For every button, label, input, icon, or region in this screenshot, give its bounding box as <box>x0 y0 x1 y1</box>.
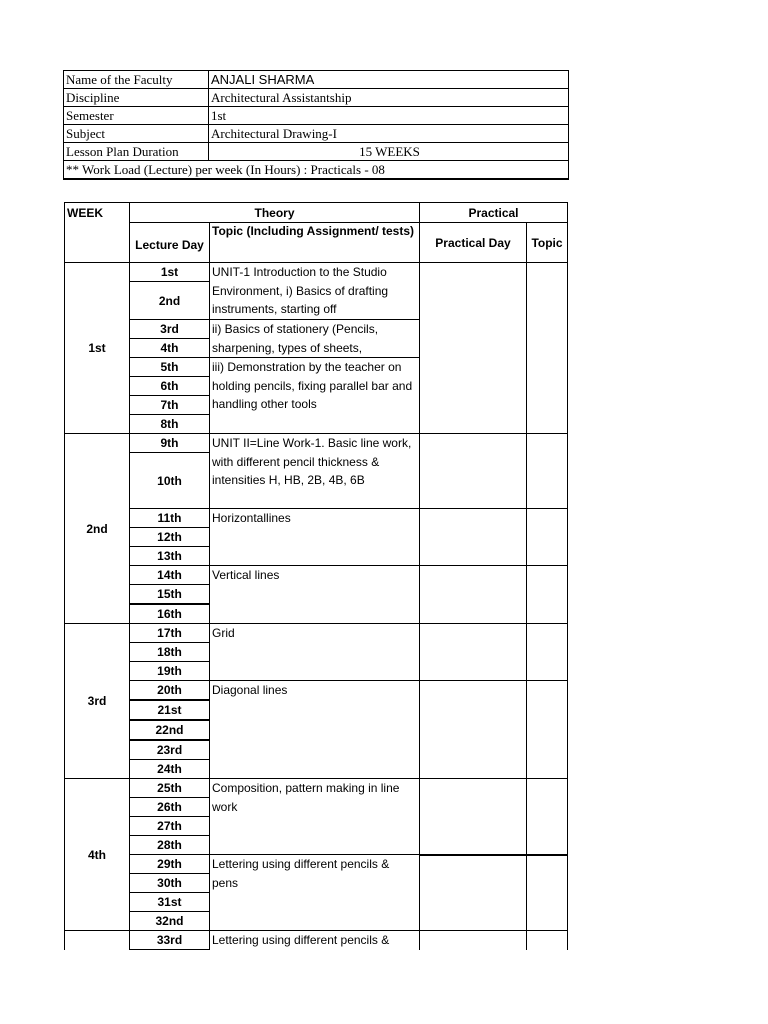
practical-header: Practical <box>420 203 568 223</box>
theory-header: Theory <box>130 203 420 223</box>
lecture-day: 6th <box>130 377 210 396</box>
week-cell: 4th <box>65 779 130 931</box>
lecture-day: 14th <box>130 566 210 585</box>
practical-day-cell <box>420 566 527 624</box>
lecture-day: 12th <box>130 528 210 547</box>
lecture-day: 2nd <box>130 282 210 320</box>
practical-topic-cell <box>527 624 568 681</box>
practical-day-cell <box>420 779 527 855</box>
lecture-day: 29th <box>130 855 210 874</box>
discipline-label: Discipline <box>64 89 209 107</box>
lecture-day: 25th <box>130 779 210 798</box>
topic-cell: ii) Basics of stationery (Pencils, sharpening, types of sheets, <box>210 320 420 358</box>
lecture-day: 7th <box>130 396 210 415</box>
lecture-day: 28th <box>130 836 210 855</box>
lecture-day: 19th <box>130 662 210 681</box>
semester-value: 1st <box>209 107 569 125</box>
week-cell: 1st <box>65 263 130 434</box>
lecture-day: 30th <box>130 874 210 893</box>
lecture-day: 17th <box>130 624 210 643</box>
practical-day-cell <box>420 509 527 566</box>
lecture-day: 4th <box>130 339 210 358</box>
lecture-day: 33rd <box>130 931 210 950</box>
lecture-day: 20th <box>130 681 210 701</box>
lecture-day: 24th <box>130 760 210 779</box>
topic-cell: Composition, pattern making in line work <box>210 779 420 855</box>
practical-day-cell <box>420 434 527 509</box>
week-header-blank <box>65 223 130 263</box>
lecture-day: 8th <box>130 415 210 434</box>
practical-topic-cell <box>527 509 568 566</box>
lecture-day: 23rd <box>130 740 210 760</box>
topic-cell: Diagonal lines <box>210 681 420 779</box>
practical-day-cell <box>420 931 527 950</box>
practical-topic-cell <box>527 855 568 931</box>
subject-label: Subject <box>64 125 209 143</box>
lecture-day: 16th <box>130 604 210 624</box>
lesson-plan-table <box>64 202 568 950</box>
topic-cell: Grid <box>210 624 420 681</box>
duration-value: 15 WEEKS <box>209 143 569 161</box>
practical-day-header: Practical Day <box>420 223 527 263</box>
practical-topic-cell <box>527 263 568 434</box>
lecture-day: 5th <box>130 358 210 377</box>
week-cell: 2nd <box>65 434 130 624</box>
week-header: WEEK <box>65 203 130 223</box>
subject-value: Architectural Drawing-I <box>209 125 569 143</box>
topic-theory-header: Topic (Including Assignment/ tests) <box>210 223 420 263</box>
topic-cell: Horizontallines <box>210 509 420 566</box>
topic-practical-header: Topic <box>527 223 568 263</box>
topic-cell: Lettering using different pencils & pens <box>210 855 420 931</box>
lecture-day: 1st <box>130 263 210 282</box>
lecture-day: 11th <box>130 509 210 528</box>
discipline-value: Architectural Assistantship <box>209 89 569 107</box>
practical-topic-cell <box>527 681 568 779</box>
lecture-day: 3rd <box>130 320 210 339</box>
duration-label: Lesson Plan Duration <box>64 143 209 161</box>
practical-day-cell <box>420 855 527 931</box>
topic-cell: Lettering using different pencils & <box>210 931 420 950</box>
week-cell-partial <box>65 931 130 950</box>
lecture-day: 27th <box>130 817 210 836</box>
topic-cell: UNIT-1 Introduction to the Studio Environment, i) Basics of drafting instruments, starting off <box>210 263 420 320</box>
lecture-day: 10th <box>130 453 210 509</box>
week-cell: 3rd <box>65 624 130 779</box>
practical-day-cell <box>420 681 527 779</box>
lecture-day: 15th <box>130 585 210 605</box>
practical-topic-cell <box>527 566 568 624</box>
topic-cell: UNIT II=Line Work-1. Basic line work, with different pencil thickness & intensities H, HB, 2B, 4B, 6B <box>210 434 420 509</box>
lecture-day: 22nd <box>130 720 210 740</box>
faculty-info-table <box>63 70 569 180</box>
lecture-day-header: Lecture Day <box>130 223 210 263</box>
topic-cell: iii) Demonstration by the teacher on holding pencils, fixing parallel bar and handling other tools <box>210 358 420 434</box>
lecture-day: 9th <box>130 434 210 453</box>
practical-day-cell <box>420 263 527 434</box>
faculty-value: ANJALI SHARMA <box>209 71 569 89</box>
practical-topic-cell <box>527 931 568 950</box>
semester-label: Semester <box>64 107 209 125</box>
lecture-day: 18th <box>130 643 210 662</box>
lecture-day: 13th <box>130 547 210 566</box>
lecture-day: 32nd <box>130 912 210 931</box>
lecture-day: 31st <box>130 893 210 912</box>
workload-note: ** Work Load (Lecture) per week (In Hours) : Practicals - 08 <box>64 161 569 180</box>
lecture-day: 26th <box>130 798 210 817</box>
practical-topic-cell <box>527 434 568 509</box>
lecture-day: 21st <box>130 700 210 720</box>
topic-cell: Vertical lines <box>210 566 420 624</box>
practical-topic-cell <box>527 779 568 855</box>
practical-day-cell <box>420 624 527 681</box>
faculty-label: Name of the Faculty <box>64 71 209 89</box>
